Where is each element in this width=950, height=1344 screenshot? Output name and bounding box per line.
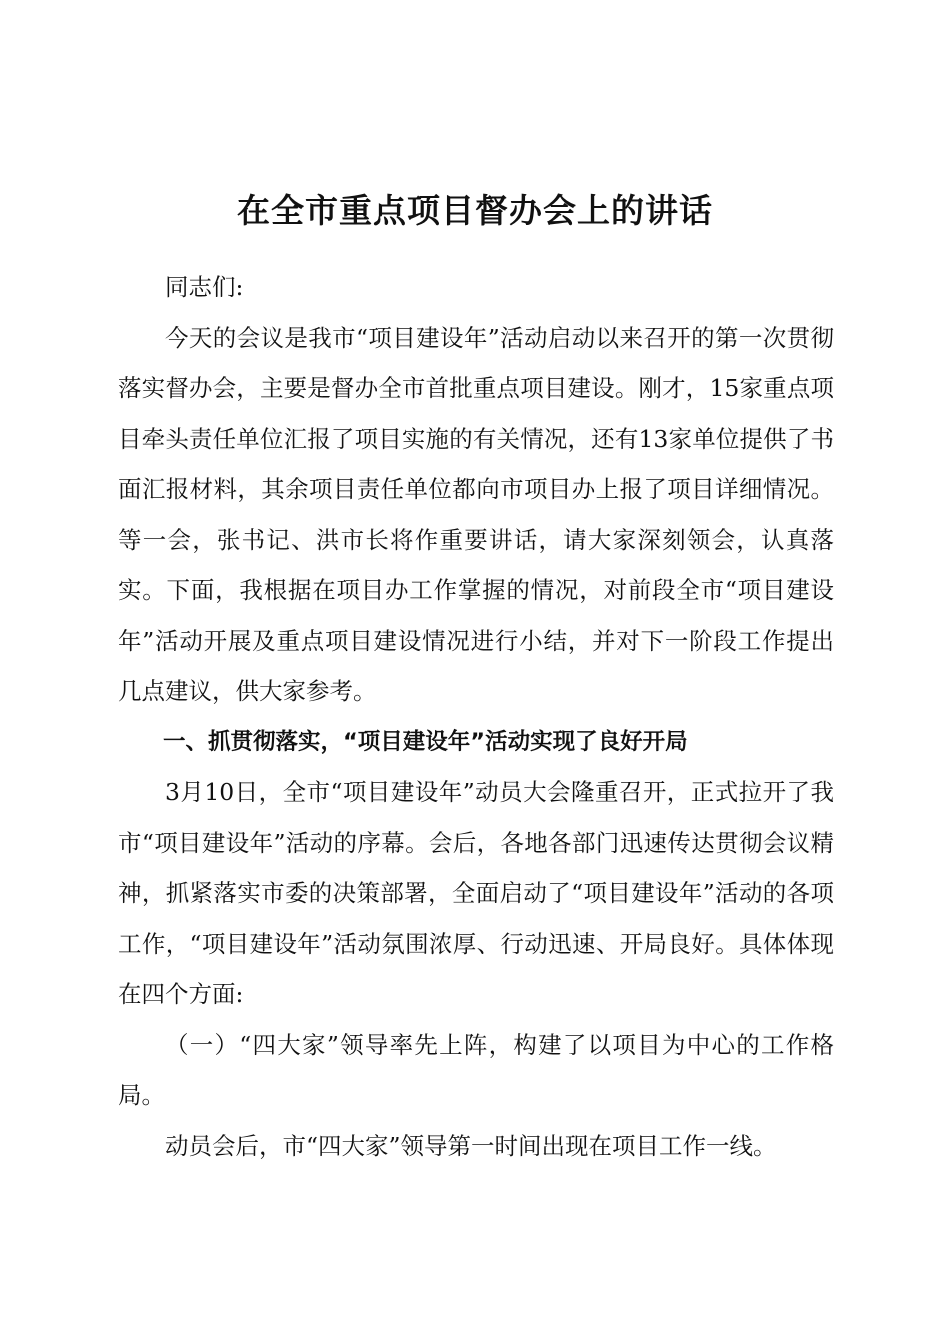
document-title: 在全市重点项目督办会上的讲话: [237, 191, 713, 230]
subsection-heading-1: （一）“四大家”领导率先上阵，构建了以项目为中心的工作格局。: [118, 1030, 834, 1109]
paragraph-section-1: 3月10日，全市“项目建设年”动员大会隆重召开，正式拉开了我市“项目建设年”活动的序幕。会后，各地各部门迅速传达贯彻会议精神，抓紧落实市委的决策部署，全面启动了“项目建设年”活动的各项工作，“项目建设年”活动氛围浓厚、行动迅速、开局良好。具体体现在四个方面:: [118, 778, 834, 1008]
paragraph-subsection-1: 动员会后，市“四大家”领导第一时间出现在项目工作一线。: [165, 1131, 777, 1160]
section-heading-1: 一、抓贯彻落实，“项目建设年”活动实现了良好开局: [163, 728, 688, 755]
paragraph-intro: 今天的会议是我市“项目建设年”活动启动以来召开的第一次贯彻落实督办会，主要是督办全市首批重点项目建设。刚才，15家重点项目牵头责任单位汇报了项目实施的有关情况，还有13家单位提供了书面汇报材料，其余项目责任单位都向市项目办上报了项目详细情况。等一会，张书记、洪市长将作重要讲话，请大家深刻领会，认真落实。下面，我根据在项目办工作掌握的情况，对前段全市“项目建设年”活动开展及重点项目建设情况进行小结，并对下一阶段工作提出几点建议，供大家参考。: [118, 323, 834, 705]
document-body: [118, 262, 834, 1171]
salutation: 同志们:: [165, 273, 244, 301]
